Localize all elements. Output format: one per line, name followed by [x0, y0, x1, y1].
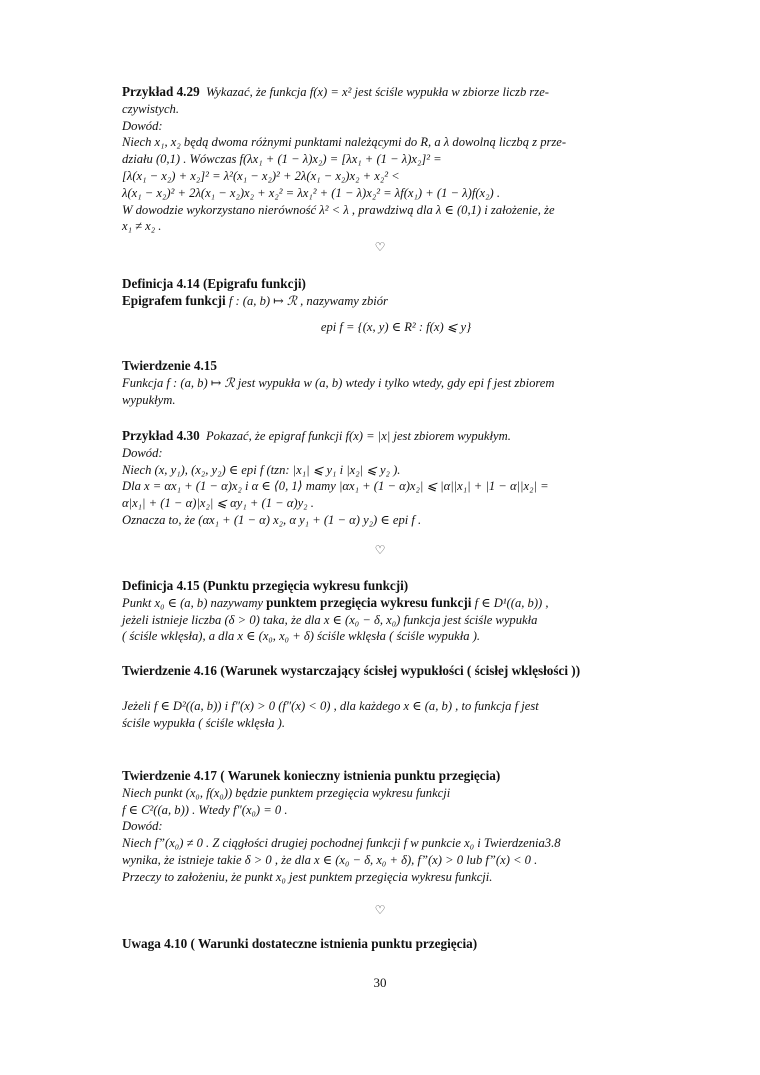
proof-line: działu (0,1) . Wówczas f(λx₁ + (1 − λ)x₂) = [λx₁ + (1 − λ)x₂]² =	[122, 152, 442, 167]
epigraph-formula: epi f = {(x, y) ∈ R² : f(x) ⩽ y}	[320, 319, 472, 334]
proof-line: Niech x₁, x₂ będą dwoma różnymi punktami należącymi do R, a λ dowolną liczbą z prze-	[122, 135, 567, 150]
proof-line: λ(x₁ − x₂)² + 2λ(x₁ − x₂)x₂ + x₂² = λx₁² + (1 − λ)x₂² = λf(x₁) + (1 − λ)f(x₂) .	[122, 185, 500, 200]
proof-line: wynika, że istnieje takie δ > 0 , że dla x ∈ (x₀ − δ, x₀ + δ), f”(x) > 0 lub f”(x) < 0 .	[122, 852, 538, 867]
proof-label: Dowód:	[122, 445, 163, 460]
example-statement-cont: czywistych.	[122, 101, 180, 116]
page-number: 30	[373, 975, 387, 990]
proof-label: Dowód:	[122, 118, 163, 133]
proof-line: [λ(x₁ − x₂) + x₂]² = λ²(x₁ − x₂)² + 2λ(x₁ − x₂)x₂ + x₂² <	[122, 168, 400, 183]
definition-term: Epigrafem funkcji	[122, 292, 226, 308]
theorem-4-15	[122, 358, 670, 408]
proof-line: Oznacza to, że (αx₁ + (1 − α) x₂, α y₁ + (1 − α) y₂) ∈ epi f .	[122, 512, 422, 527]
end-of-proof-icon: ♡	[374, 543, 386, 557]
definition-4-14	[122, 276, 670, 335]
proof-line: W dowodzie wykorzystano nierówność λ² < λ , prawdziwą dla λ ∈ (0,1) i założenie, że	[122, 202, 555, 217]
theorem-title: Twierdzenie 4.17 ( Warunek konieczny istnienia punktu przegięcia)	[122, 768, 501, 783]
theorem-4-17	[122, 768, 670, 886]
definition-4-15	[122, 578, 670, 645]
theorem-text: Niech punkt (x₀, f(x₀)) będzie punktem przegięcia wykresu funkcji	[122, 785, 451, 800]
proof-label: Dowód:	[122, 819, 163, 834]
proof-line: Przeczy to założeniu, że punkt x₀ jest punktem przegięcia wykresu funkcji.	[122, 869, 493, 884]
theorem-text: wypukłym.	[122, 392, 176, 407]
example-4-30	[122, 428, 670, 529]
theorem-text: f ∈ C²((a, b)) . Wtedy f″(x₀) = 0 .	[122, 802, 288, 817]
proof-line: α|x₁| + (1 − α)|x₂| ⩽ αy₁ + (1 − α)y₂ .	[122, 496, 314, 511]
theorem-text: Jeżeli f ∈ D²((a, b)) i f″(x) > 0 (f″(x) < 0) , dla każdego x ∈ (a, b) , to funkcja f jest	[122, 698, 539, 713]
example-4-29	[122, 84, 670, 235]
proof-line: Niech (x, y₁), (x₂, y₂) ∈ epi f (tzn: |x₁| ⩽ y₁ i |x₂| ⩽ y₂ ).	[122, 462, 401, 477]
definition-text: jeżeli istnieje liczba (δ > 0) taka, że dla x ∈ (x₀ − δ, x₀) funkcja jest ściśle wypukła	[122, 612, 538, 627]
example-title: Przykład 4.29	[122, 84, 200, 99]
theorem-text: ściśle wypukła ( ściśle wklęsła ).	[122, 715, 285, 730]
end-of-proof-icon: ♡	[374, 240, 386, 254]
proof-line: Niech f”(x₀) ≠ 0 . Z ciągłości drugiej pochodnej funkcji f w punkcie x₀ i Twierdzenia3.8	[122, 836, 561, 851]
definition-text: Punkt x₀ ∈ (a, b) nazywamy	[122, 595, 267, 610]
proof-line: x₁ ≠ x₂ .	[122, 219, 162, 234]
definition-text: f ∈ D¹((a, b)) ,	[471, 595, 549, 610]
remark-4-10	[122, 936, 670, 953]
definition-text: ( ściśle wklęsła), a dla x ∈ (x₀, x₀ + δ) ściśle wklęsła ( ściśle wypukła ).	[122, 629, 481, 644]
end-of-proof-icon: ♡	[374, 903, 386, 917]
definition-text: f : (a, b) ↦ ℛ , nazywamy zbiór	[225, 293, 388, 308]
example-statement: Wykazać, że funkcja f(x) = x² jest ściśle wypukła w zbiorze liczb rze-	[205, 85, 549, 99]
theorem-4-16	[122, 663, 670, 731]
definition-term: punktem przegięcia wykresu funkcji	[266, 594, 472, 610]
theorem-title: Twierdzenie 4.15	[122, 358, 217, 373]
definition-title: Definicja 4.15 (Punktu przegięcia wykresu funkcji)	[122, 578, 409, 593]
theorem-text: Funkcja f : (a, b) ↦ ℛ jest wypukła w (a, b) wtedy i tylko wtedy, gdy epi f jest zbiorem	[122, 375, 555, 390]
definition-title: Definicja 4.14 (Epigrafu funkcji)	[122, 276, 306, 291]
example-statement: Pokazać, że epigraf funkcji f(x) = |x| jest zbiorem wypukłym.	[205, 429, 511, 443]
proof-line: Dla x = αx₁ + (1 − α)x₂ i α ∈ ⟨0, 1⟩ mamy |αx₁ + (1 − α)x₂| ⩽ |α||x₁| + |1 − α||x₂| =	[122, 479, 549, 494]
example-title: Przykład 4.30	[122, 428, 200, 443]
theorem-title: Twierdzenie 4.16 (Warunek wystarczający ścisłej wypukłości ( ścisłej wklęsłości ))	[122, 663, 581, 678]
remark-title: Uwaga 4.10 ( Warunki dostateczne istnienia punktu przegięcia)	[122, 936, 478, 951]
